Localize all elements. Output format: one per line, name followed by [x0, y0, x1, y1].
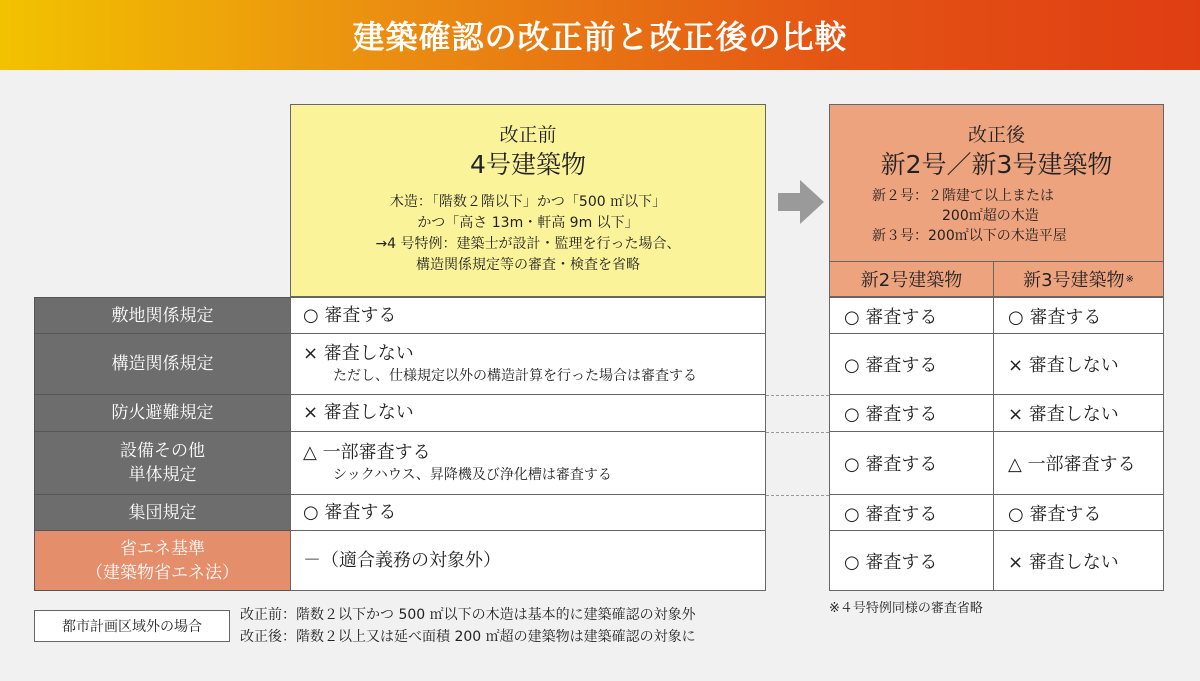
page-title: 建築確認の改正前と改正後の比較 — [352, 18, 848, 56]
title-banner — [0, 0, 1200, 70]
after-note: 新２号：２階建て以上または — [872, 188, 1054, 204]
outside-zone-label: 都市計画区域外の場合 — [34, 610, 230, 642]
new2-cell-structure: ○ 審査する — [829, 333, 994, 395]
after-heading: 新2号／新3号建築物 — [880, 150, 1113, 179]
new2-cell-group: ○ 審査する — [829, 494, 994, 531]
before-label: 改正前 — [499, 124, 557, 146]
new3-cell-site: ○ 審査する — [993, 297, 1164, 334]
new3-cell-fire: × 審査しない — [993, 394, 1164, 432]
before-cell-structure: × 審査しない ただし、仕様規定以外の構造計算を行った場合は審査する — [290, 333, 766, 395]
new3-cell-energy: × 審査しない — [993, 530, 1164, 591]
before-heading: 4号建築物 — [470, 150, 586, 179]
new2-cell-fire: ○ 審査する — [829, 394, 994, 432]
row-label-site: 敷地関係規定 — [34, 297, 291, 334]
row-connector — [766, 432, 829, 433]
before-note: →4 号特例：建築士が設計・監理を行った場合、 — [375, 236, 681, 252]
col-header-new3: 新3号建築物 ※ — [993, 261, 1164, 297]
footer-line-after: 改正後：階数２以上又は延べ面積 200 ㎡超の建築物は建築確認の対象に — [240, 629, 696, 645]
footer-line-before: 改正前：階数２以下かつ 500 ㎡以下の木造は基本的に建築確認の対象外 — [240, 607, 696, 623]
after-note: 200㎡超の木造 — [942, 208, 1039, 224]
col-header-new2: 新2号建築物 — [829, 261, 994, 297]
row-connector — [766, 395, 829, 396]
new3-cell-group: ○ 審査する — [993, 494, 1164, 531]
before-note: かつ「高さ 13m・軒高 9m 以下」 — [417, 215, 639, 231]
new2-cell-site: ○ 審査する — [829, 297, 994, 334]
col-header-note-mark: ※ — [1125, 273, 1134, 285]
footer-note: ※４号特例同様の審査省略 — [829, 601, 983, 616]
before-note: 構造関係規定等の審査・検査を省略 — [416, 257, 640, 273]
before-cell-group: ○ 審査する — [290, 494, 766, 531]
after-note: 新３号：200㎡以下の木造平屋 — [872, 228, 1067, 244]
new3-cell-equipment: △ 一部審査する — [993, 431, 1164, 495]
before-cell-equipment: △ 一部審査する シックハウス、昇降機及び浄化槽は審査する — [290, 431, 766, 495]
new2-cell-energy: ○ 審査する — [829, 530, 994, 591]
before-note: 木造：「階数２階以下」かつ「500 ㎡以下」 — [389, 194, 667, 210]
row-label-energy: 省エネ基準 （建築物省エネ法） — [34, 530, 291, 591]
arrow-right-icon — [778, 180, 824, 224]
before-header — [290, 104, 766, 297]
before-cell-site: ○ 審査する — [290, 297, 766, 334]
new2-cell-equipment: ○ 審査する — [829, 431, 994, 495]
row-label-fire: 防火避難規定 — [34, 394, 291, 432]
before-cell-energy: －（適合義務の対象外） — [290, 530, 766, 591]
row-label-equipment: 設備その他 単体規定 — [34, 431, 291, 495]
row-label-structure: 構造関係規定 — [34, 333, 291, 395]
new3-cell-structure: × 審査しない — [993, 333, 1164, 395]
row-connector — [766, 495, 829, 496]
row-label-group: 集団規定 — [34, 494, 291, 531]
before-cell-fire: × 審査しない — [290, 394, 766, 432]
after-label: 改正後 — [967, 124, 1025, 146]
